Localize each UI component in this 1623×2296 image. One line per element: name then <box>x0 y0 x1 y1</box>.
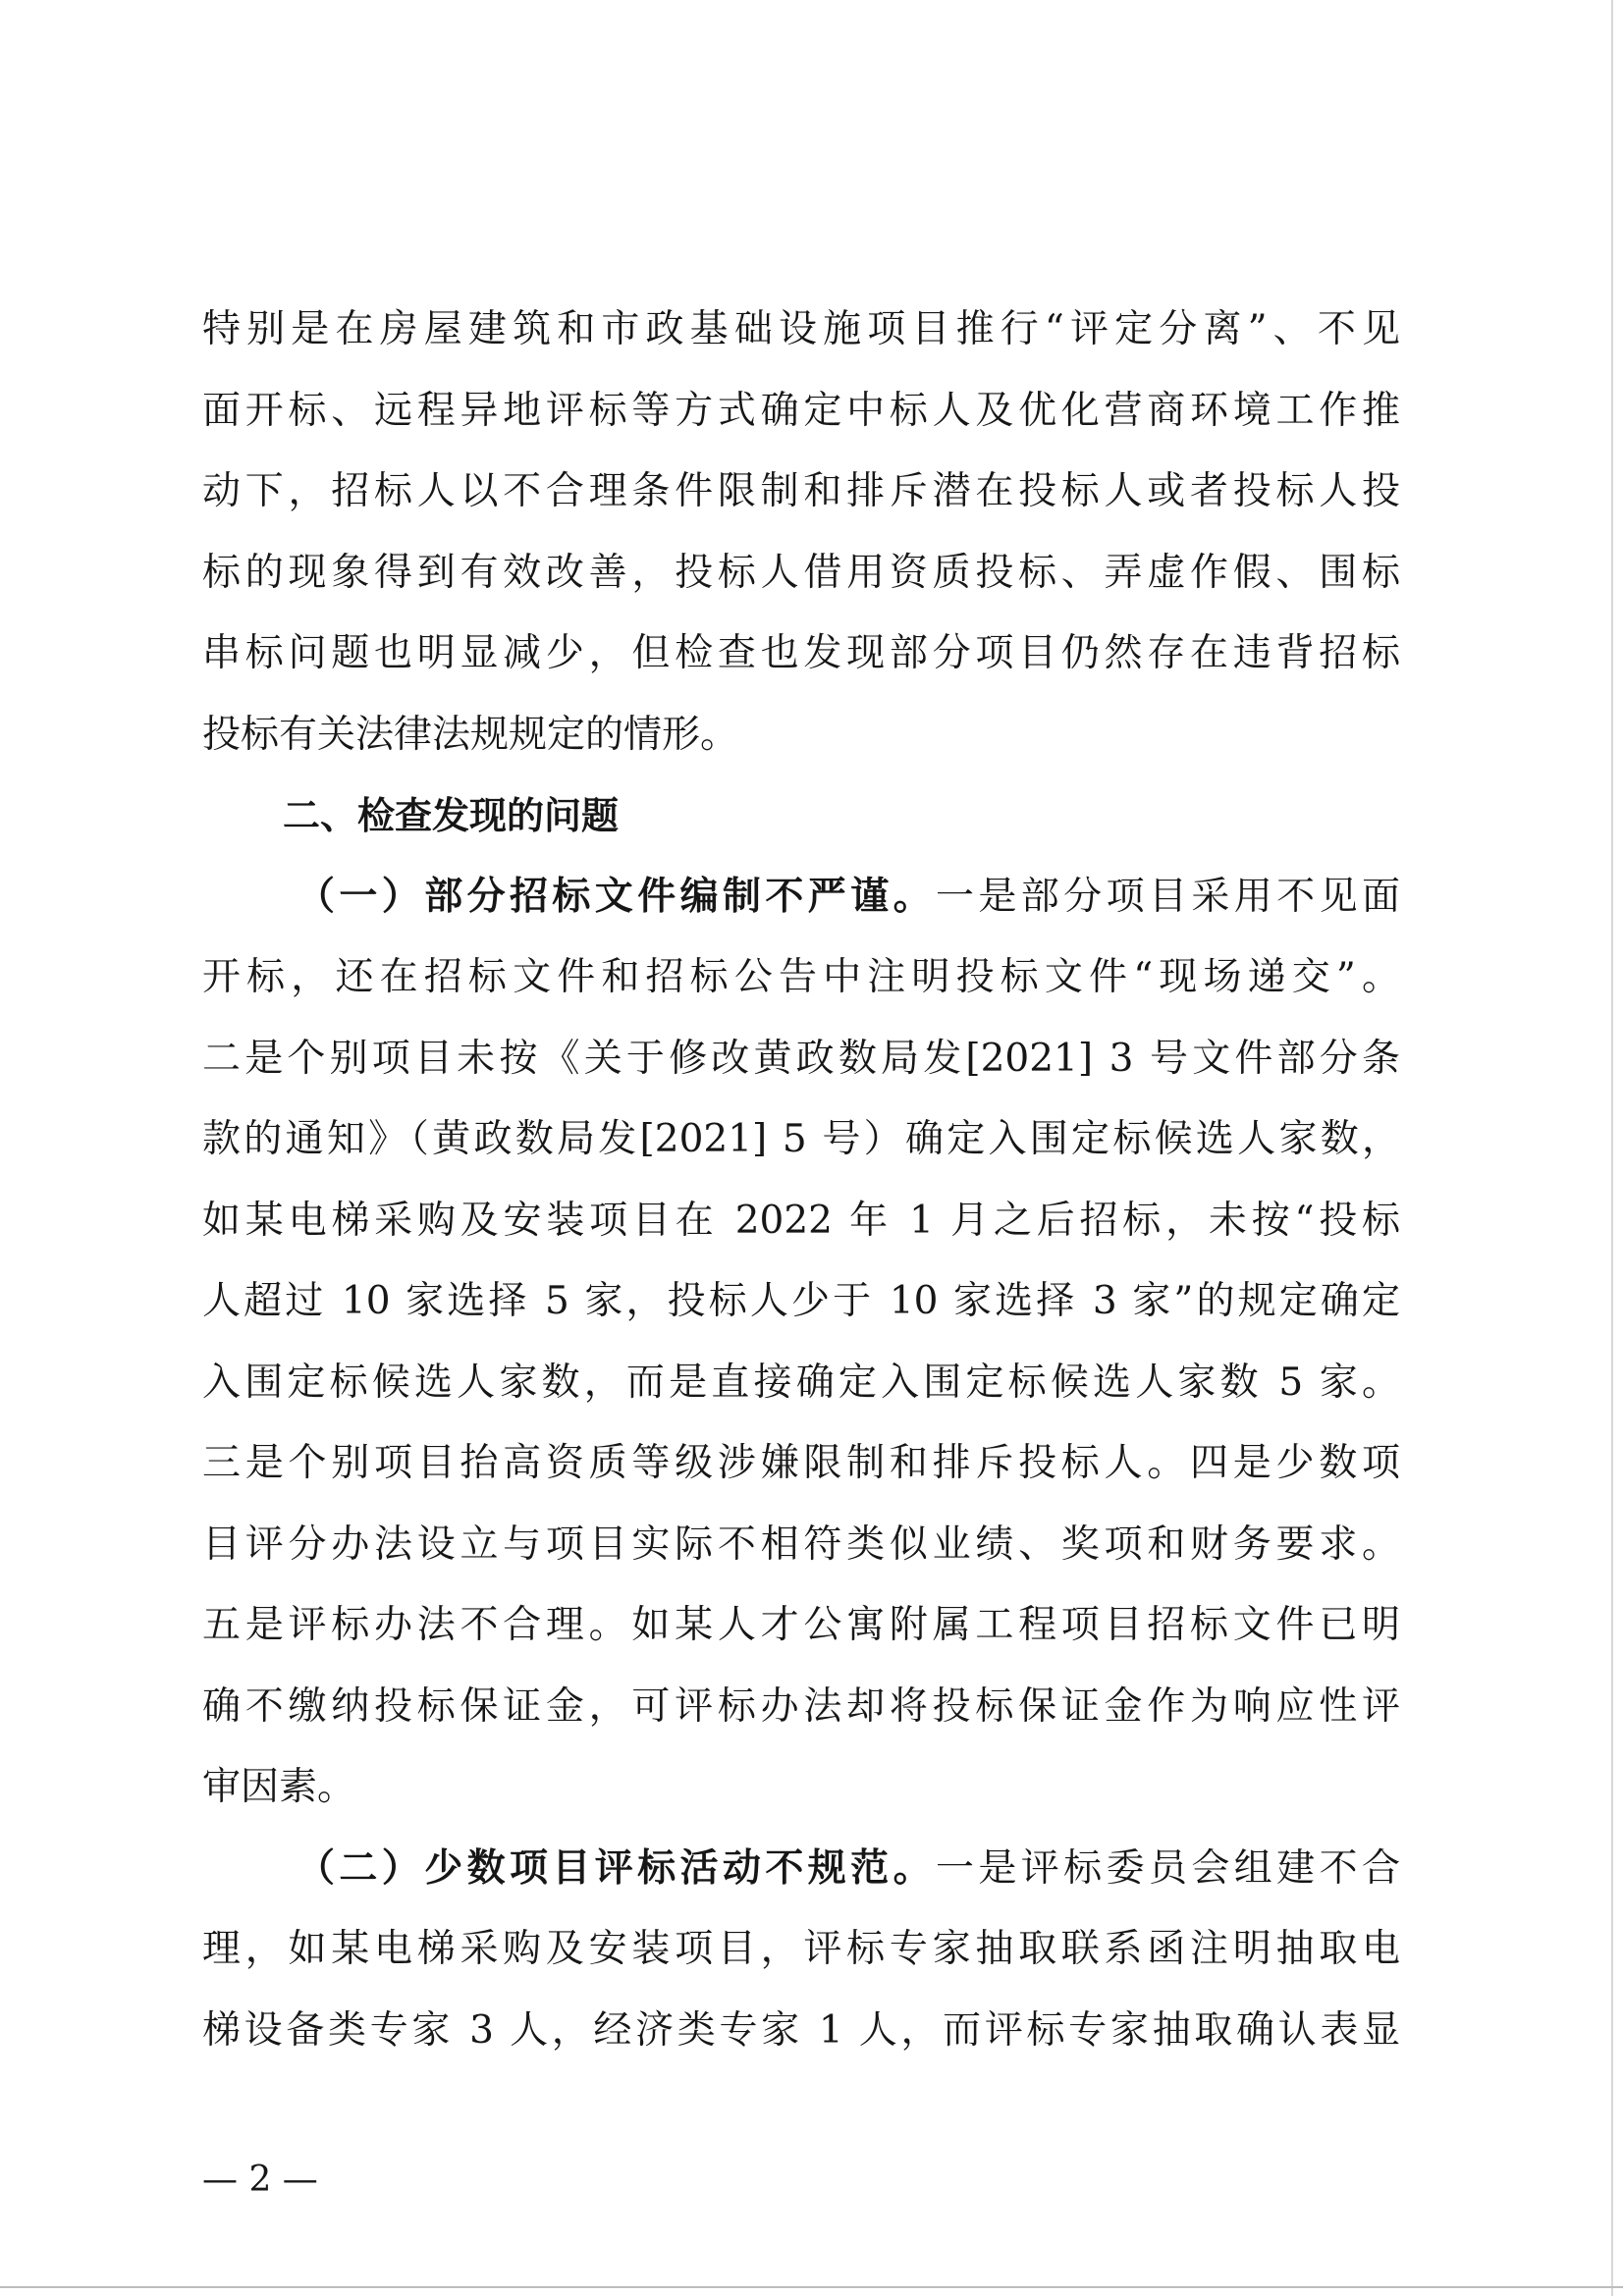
text-line: 标的现象得到有效改善，投标人借用资质投标、弄虚作假、围标 <box>202 550 1400 595</box>
scan-edge-right <box>1611 0 1613 2296</box>
text-line: 款的通知》（黄政数局发[2021] 5 号）确定入围定标候选人家数， <box>202 1117 1400 1161</box>
text-line: 二是个别项目未按《关于修改黄政数局发[2021] 3 号文件部分条 <box>202 1036 1400 1081</box>
paragraph-2-lead: （二）少数项目评标活动不规范。 <box>297 1845 936 1891</box>
text-line: 串标问题也明显减少，但检查也发现部分项目仍然存在违背招标 <box>202 631 1400 675</box>
page-number: — 2 — <box>202 2160 318 2200</box>
text-line: 目评分办法设立与项目实际不相符类似业绩、奖项和财务要求。 <box>202 1522 1400 1567</box>
text-line: 投标有关法律法规规定的情形。 <box>202 712 739 757</box>
text-line: 三是个别项目抬高资质等级涉嫌限制和排斥投标人。四是少数项 <box>202 1441 1400 1485</box>
paragraph-2-first-rest: 一是评标委员会组建不合 <box>935 1845 1400 1891</box>
text-line: 梯设备类专家 3 人，经济类专家 1 人，而评标专家抽取确认表显 <box>202 2007 1400 2053</box>
text-line: 入围定标候选人家数，而是直接确定入围定标候选人家数 5 家。 <box>202 1360 1400 1405</box>
text-line: 确不缴纳投标保证金，可评标办法却将投标保证金作为响应性评 <box>202 1683 1400 1729</box>
paragraph-1-first-rest: 一是部分项目采用不见面 <box>935 874 1400 919</box>
paragraph-1-first-line <box>202 857 1400 938</box>
text-line: 如某电梯采购及安装项目在 2022 年 1 月之后招标，未按“投标 <box>202 1198 1400 1243</box>
text-line: 五是评标办法不合理。如某人才公寓附属工程项目招标文件已明 <box>202 1603 1400 1647</box>
paragraph-1-lead: （一）部分招标文件编制不严谨。 <box>297 874 936 919</box>
text-line: 开标，还在招标文件和招标公告中注明投标文件“现场递交”。 <box>202 955 1400 999</box>
text-line: 审因素。 <box>202 1765 356 1809</box>
section-heading: 二、检查发现的问题 <box>283 794 620 837</box>
text-line: 面开标、远程异地评标等方式确定中标人及优化营商环境工作推 <box>202 388 1400 433</box>
scan-edge-bottom <box>0 2286 1623 2288</box>
text-line: 特别是在房屋建筑和市政基础设施项目推行“评定分离”、不见 <box>202 307 1400 351</box>
text-line: 人超过 10 家选择 5 家，投标人少于 10 家选择 3 家”的规定确定 <box>202 1279 1400 1323</box>
paragraph-2-first-line <box>202 1829 1400 1910</box>
text-line: 动下，招标人以不合理条件限制和排斥潜在投标人或者投标人投 <box>202 469 1400 513</box>
text-line: 理，如某电梯采购及安装项目，评标专家抽取联系函注明抽取电 <box>202 1927 1400 1971</box>
document-body <box>202 290 1400 2071</box>
